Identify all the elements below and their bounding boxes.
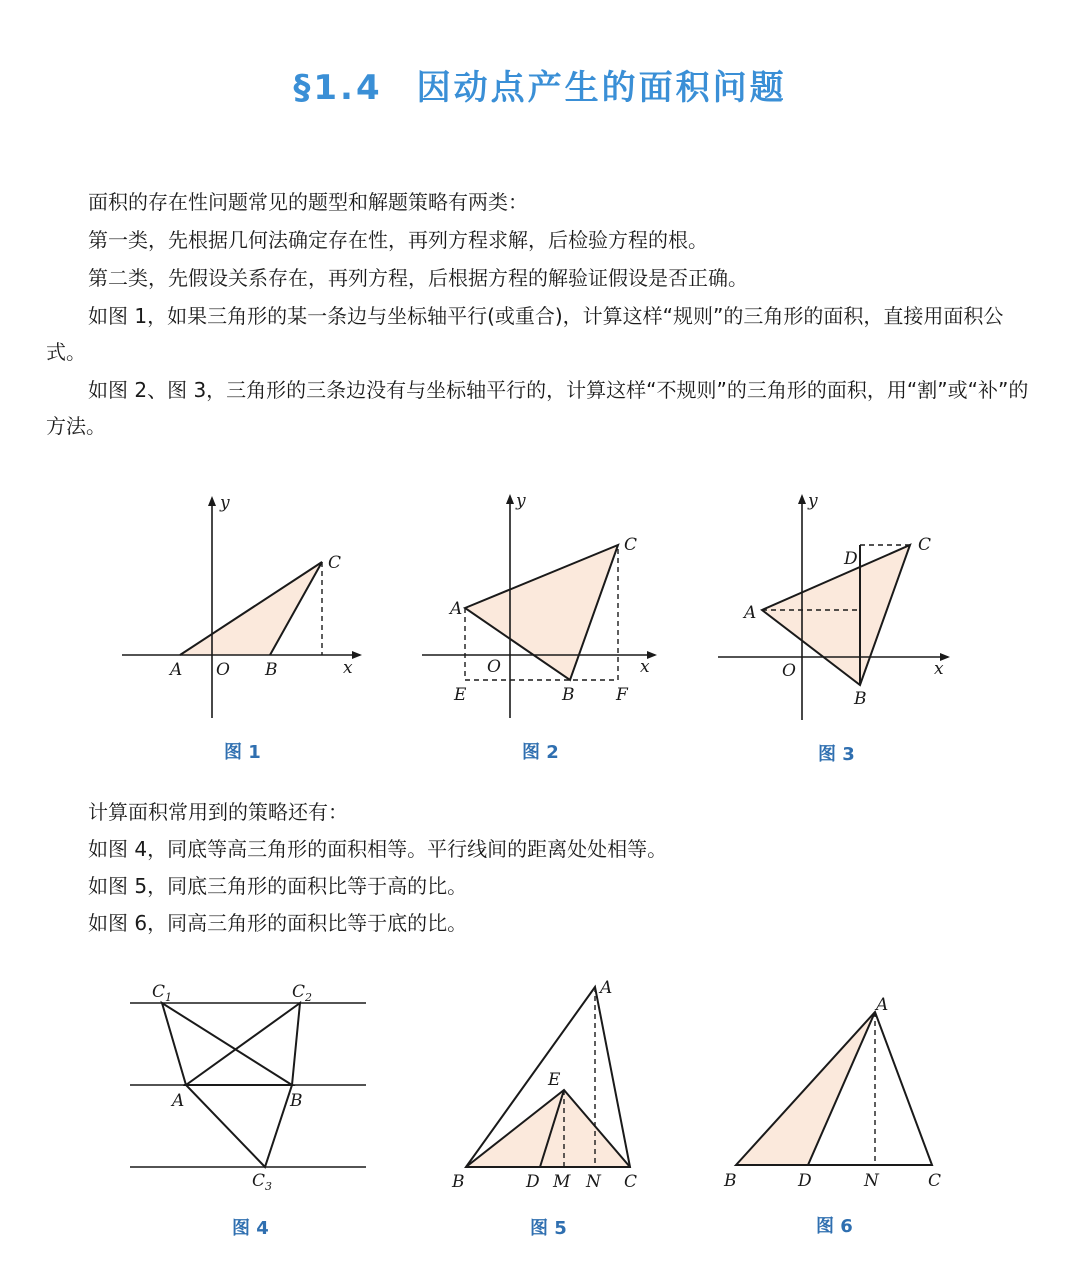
label-c: C bbox=[928, 1171, 942, 1191]
y-arrow-icon bbox=[798, 494, 806, 504]
label-b: B bbox=[290, 1091, 303, 1111]
label-n: N bbox=[864, 1171, 879, 1191]
label-b: B bbox=[724, 1171, 737, 1191]
label-o: O bbox=[216, 660, 230, 680]
strategy-line: 如图 5，同底三角形的面积比等于高的比。 bbox=[88, 874, 468, 898]
label-e: E bbox=[454, 685, 467, 705]
triangle-c2ab bbox=[186, 1003, 300, 1085]
label-a: A bbox=[600, 978, 613, 998]
caption-fig3: 图 3 bbox=[818, 744, 855, 765]
intro-line: 第二类，先假设关系存在，再列方程，后根据方程的解验证假设是否正确。 bbox=[88, 266, 748, 290]
label-a: A bbox=[876, 995, 889, 1015]
y-arrow-icon bbox=[208, 496, 216, 506]
caption-fig6: 图 6 bbox=[816, 1216, 853, 1237]
label-c: C bbox=[624, 1172, 638, 1192]
intro-line: 如图 1，如果三角形的某一条边与坐标轴平行(或重合)，计算这样“规则”的三角形的面积，直接用面积公式。 bbox=[46, 304, 1004, 364]
x-arrow-icon bbox=[352, 651, 362, 659]
label-a: A bbox=[450, 599, 463, 619]
triangle-c1ab bbox=[162, 1003, 292, 1085]
strategies-block bbox=[46, 794, 1036, 941]
label-b: B bbox=[452, 1172, 465, 1192]
figure-1 bbox=[110, 490, 370, 730]
intro-line: 如图 2、图 3，三角形的三条边没有与坐标轴平行的，计算这样“不规则”的三角形的面积，用“割”或“补”的方法。 bbox=[46, 378, 1029, 438]
label-a: A bbox=[744, 603, 757, 623]
y-arrow-icon bbox=[506, 494, 514, 504]
intro-block bbox=[46, 184, 1036, 444]
figure-3 bbox=[710, 490, 970, 730]
label-y: y bbox=[516, 491, 526, 511]
triangle-c3ab bbox=[186, 1085, 292, 1167]
section-number: §1.4 bbox=[293, 68, 383, 108]
strategy-line: 如图 4，同底等高三角形的面积相等。平行线间的距离处处相等。 bbox=[88, 837, 668, 861]
label-x: x bbox=[934, 659, 944, 679]
intro-line: 面积的存在性问题常见的题型和解题策略有两类： bbox=[88, 190, 528, 214]
label-d: D bbox=[526, 1172, 540, 1192]
label-d: D bbox=[844, 549, 858, 569]
label-x: x bbox=[640, 657, 650, 677]
label-e: E bbox=[548, 1070, 561, 1090]
label-x: x bbox=[343, 658, 353, 678]
label-n: N bbox=[586, 1172, 601, 1192]
label-b: B bbox=[562, 685, 575, 705]
label-a: A bbox=[172, 1091, 185, 1111]
label-o: O bbox=[782, 661, 796, 681]
strategy-line: 计算面积常用到的策略还有： bbox=[88, 800, 348, 824]
strategy-line: 如图 6，同高三角形的面积比等于底的比。 bbox=[88, 911, 468, 935]
label-c: C bbox=[918, 535, 932, 555]
section-title: 因动点产生的面积问题 bbox=[416, 68, 787, 108]
caption-fig2: 图 2 bbox=[522, 742, 559, 763]
label-b: B bbox=[265, 660, 278, 680]
label-c1: $C_1$ bbox=[152, 982, 173, 1004]
label-c: C bbox=[624, 535, 638, 555]
caption-fig4: 图 4 bbox=[232, 1218, 269, 1239]
figure-5 bbox=[440, 975, 660, 1200]
label-c2: $C_2$ bbox=[292, 982, 313, 1004]
label-y: y bbox=[808, 491, 818, 511]
page-title bbox=[0, 60, 1080, 109]
label-y: y bbox=[220, 493, 230, 513]
caption-fig1: 图 1 bbox=[224, 742, 261, 763]
label-c: C bbox=[328, 553, 342, 573]
label-m: M bbox=[553, 1172, 571, 1192]
figure-4 bbox=[120, 975, 380, 1200]
figure-2 bbox=[410, 490, 680, 730]
label-b: B bbox=[854, 689, 867, 709]
label-f: F bbox=[616, 685, 628, 705]
label-c3: $C_3$ bbox=[252, 1171, 273, 1193]
intro-line: 第一类，先根据几何法确定存在性，再列方程求解，后检验方程的根。 bbox=[88, 228, 708, 252]
label-d: D bbox=[798, 1171, 812, 1191]
label-o: O bbox=[487, 657, 501, 677]
caption-fig5: 图 5 bbox=[530, 1218, 567, 1239]
figure-6 bbox=[720, 990, 960, 1200]
label-a: A bbox=[170, 660, 183, 680]
